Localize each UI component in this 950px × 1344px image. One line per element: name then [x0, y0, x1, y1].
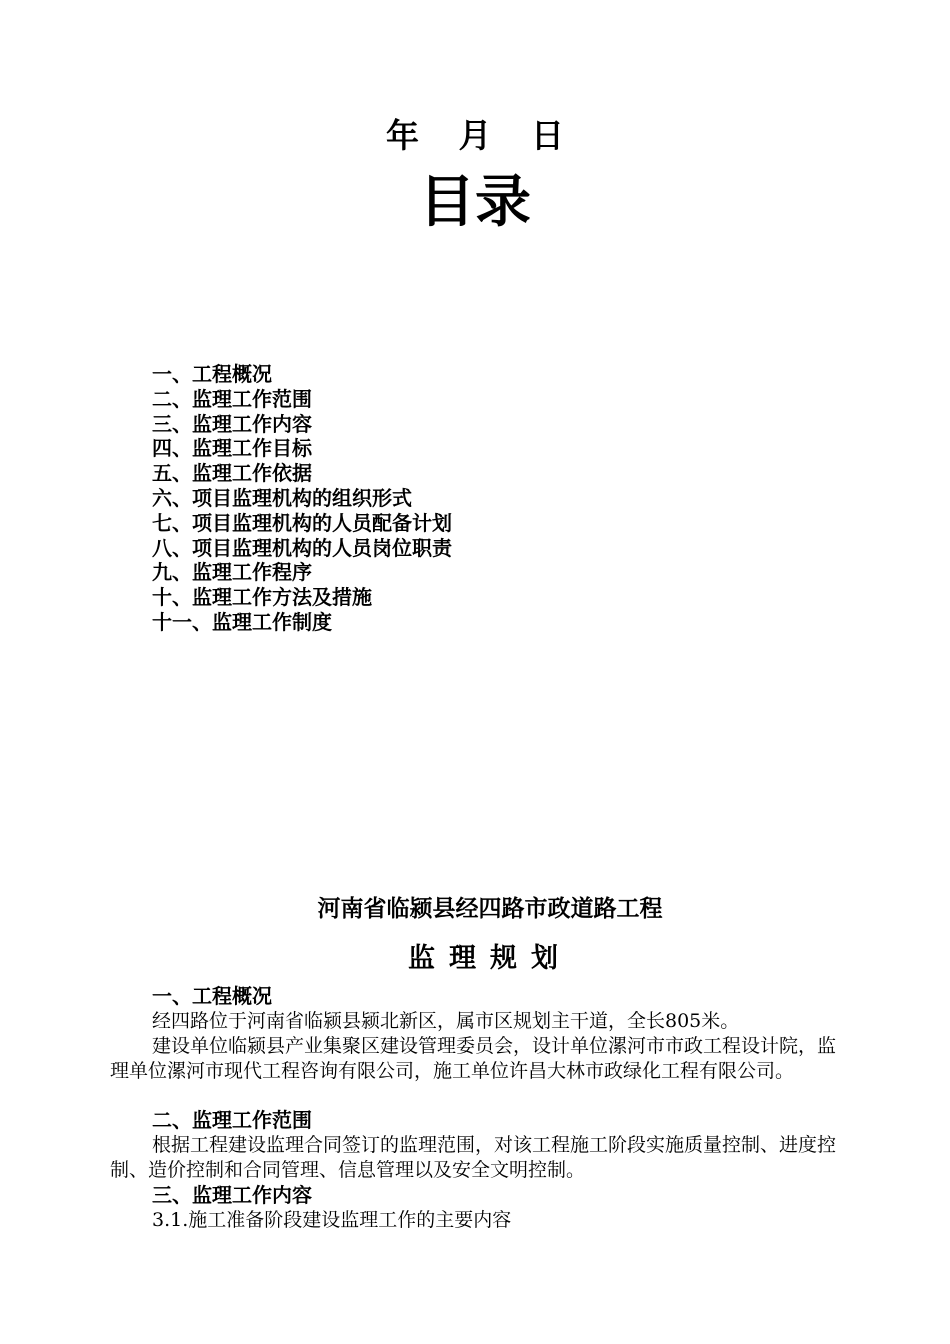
- toc-item: 十一、监理工作制度: [152, 609, 332, 634]
- paragraph-overview-location: 经四路位于河南省临颍县颍北新区，属市区规划主干道，全长805米。: [152, 1010, 740, 1032]
- plan-title: 监理规划: [408, 943, 572, 974]
- toc-item: 十、监理工作方法及措施: [152, 585, 372, 610]
- date-year: 年: [386, 116, 419, 155]
- date-day: 日: [531, 116, 564, 155]
- project-title: 河南省临颍县经四路市政道路工程: [317, 896, 663, 922]
- section-heading-scope: 二、监理工作范围: [152, 1108, 312, 1132]
- toc-item: 二、监理工作范围: [152, 386, 312, 411]
- toc-heading: 目录: [419, 170, 531, 235]
- toc-item: 七、项目监理机构的人员配备计划: [152, 510, 452, 535]
- date-month: 月: [458, 116, 492, 155]
- section-heading-content: 三、监理工作内容: [152, 1183, 312, 1207]
- toc-item: 四、监理工作目标: [152, 436, 312, 461]
- toc-item: 一、工程概况: [152, 362, 272, 386]
- toc-item: 五、监理工作依据: [152, 461, 312, 486]
- toc-item: 八、项目监理机构的人员岗位职责: [152, 535, 452, 560]
- paragraph-overview-units: 建设单位临颍县产业集聚区建设管理委员会，设计单位漯河市市政工程设计院，监理单位漯河市现代工程咨询有限公司，施工单位许昌大林市政绿化工程有限公司。: [110, 1035, 837, 1082]
- table-of-contents: [152, 362, 452, 635]
- toc-item: 九、监理工作程序: [152, 560, 312, 585]
- toc-item: 六、项目监理机构的组织形式: [152, 485, 412, 510]
- paragraph-scope: 根据工程建设监理合同签订的监理范围，对该工程施工阶段实施质量控制、进度控制、造价控制和合同管理、信息管理以及安全文明控制。: [110, 1134, 837, 1181]
- paragraph-content-subsection: 3.1.施工准备阶段建设监理工作的主要内容: [152, 1209, 512, 1231]
- date-line: [0, 112, 950, 160]
- toc-item: 三、监理工作内容: [152, 411, 312, 436]
- section-heading-overview: 一、工程概况: [152, 984, 272, 1008]
